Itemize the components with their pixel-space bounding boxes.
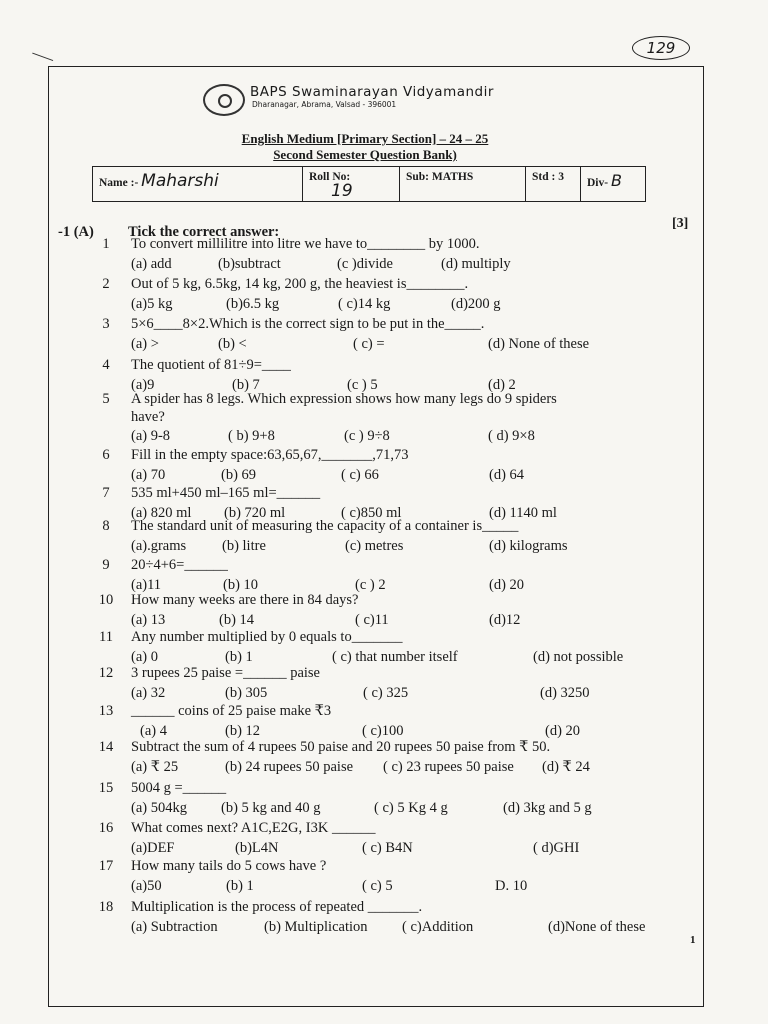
answer-option[interactable]: (d) ₹ 24: [542, 759, 590, 775]
handwritten-page-number: 129: [632, 36, 690, 60]
answer-option[interactable]: ( c) =: [353, 336, 385, 352]
answer-option[interactable]: (b)6.5 kg: [226, 296, 280, 312]
answer-option[interactable]: (b) 14: [219, 612, 255, 628]
answer-option[interactable]: ( c) 23 rupees 50 paise: [383, 759, 514, 775]
answer-option[interactable]: (a) 9-8: [131, 428, 171, 444]
answer-option[interactable]: ( c)Addition: [402, 919, 474, 935]
question-text: To convert millilitre into litre we have to________ by 1000.: [131, 236, 480, 252]
question-number: 14: [98, 739, 114, 755]
answer-option[interactable]: ( c) 5: [362, 878, 393, 894]
answer-option[interactable]: (a)11: [131, 577, 162, 593]
section-marks: [3]: [672, 216, 689, 231]
answer-option[interactable]: (a).grams: [131, 538, 187, 554]
question-text: Out of 5 kg, 6.5kg, 14 kg, 200 g, the heaviest is________.: [131, 276, 469, 292]
question-number: 15: [98, 780, 114, 796]
std-label: Std : 3: [532, 171, 564, 183]
answer-option[interactable]: (b)subtract: [218, 256, 281, 272]
question-text: 5004 g =______: [131, 780, 227, 796]
answer-option[interactable]: (b) 305: [225, 685, 268, 701]
question-number: 3: [102, 316, 110, 332]
question-number: 18: [98, 899, 114, 915]
question-text: The standard unit of measuring the capacity of a container is_____: [131, 518, 519, 534]
roll-cell: [303, 167, 400, 201]
answer-option[interactable]: D. 10: [495, 878, 528, 894]
question-text: Fill in the empty space:63,65,67,_______,71,73: [131, 447, 409, 463]
answer-option[interactable]: ( b) 9+8: [228, 428, 275, 444]
answer-option[interactable]: ( c) B4N: [362, 840, 413, 856]
question-text: 535 ml+450 ml–165 ml=______: [131, 485, 321, 501]
answer-option[interactable]: (d) 20: [545, 723, 581, 739]
header-line2: Second Semester Question Bank): [273, 147, 457, 162]
answer-option[interactable]: (d) 20: [489, 577, 525, 593]
answer-option[interactable]: ( c)14 kg: [338, 296, 391, 312]
top-rule: [48, 66, 704, 67]
answer-option[interactable]: (b) 10: [223, 577, 259, 593]
question-text: How many weeks are there in 84 days?: [131, 592, 359, 608]
question-text: Subtract the sum of 4 rupees 50 paise and 20 rupees 50 paise from ₹ 50.: [131, 739, 551, 755]
answer-option[interactable]: ( c) 5 Kg 4 g: [374, 800, 448, 816]
answer-option[interactable]: (c ) 9÷8: [344, 428, 390, 444]
roll-label: Roll No:: [309, 171, 351, 183]
answer-option[interactable]: (a)50: [131, 878, 162, 894]
question-text: How many tails do 5 cows have ?: [131, 858, 327, 874]
corner-mark: [29, 53, 53, 71]
div-value: B: [610, 171, 622, 190]
answer-option[interactable]: (d)200 g: [451, 296, 501, 312]
answer-option[interactable]: (a) 0: [131, 649, 158, 665]
answer-option[interactable]: (a)5 kg: [131, 296, 173, 312]
answer-option[interactable]: (d) 3kg and 5 g: [503, 800, 592, 816]
answer-option[interactable]: (a) 820 ml: [131, 505, 192, 521]
question-text: ______ coins of 25 paise make ₹3: [131, 703, 332, 719]
answer-option[interactable]: (d) 1140 ml: [489, 505, 557, 521]
answer-option[interactable]: (b) litre: [222, 538, 266, 554]
answer-option[interactable]: (a) add: [131, 256, 172, 272]
answer-option[interactable]: (a) 4: [140, 723, 167, 739]
answer-option[interactable]: (c )divide: [337, 256, 393, 272]
subject-label: Sub: MATHS: [406, 171, 474, 183]
question-number: 8: [102, 518, 110, 534]
question-text: A spider has 8 legs. Which expression shows how many legs do 9 spiders: [131, 391, 557, 407]
question-number: 9: [102, 557, 110, 573]
question-number: 11: [99, 629, 113, 645]
answer-option[interactable]: (b) 720 ml: [224, 505, 286, 521]
section-label: -1 (A): [58, 224, 94, 240]
school-name: BAPS Swaminarayan Vidyamandir: [250, 84, 494, 100]
answer-option[interactable]: (a) 32: [131, 685, 166, 701]
answer-option[interactable]: (d) kilograms: [489, 538, 568, 554]
question-text: Multiplication is the process of repeated _______.: [131, 899, 423, 915]
name-label: Name :-: [99, 177, 139, 189]
answer-option[interactable]: ( c)11: [355, 612, 389, 628]
answer-option[interactable]: ( d) 9×8: [488, 428, 535, 444]
answer-option[interactable]: (a)DEF: [131, 840, 175, 856]
student-info-table: [92, 166, 646, 202]
question-text: Any number multiplied by 0 equals to_______: [131, 629, 403, 645]
answer-option[interactable]: (c) metres: [345, 538, 404, 554]
answer-option[interactable]: (b)L4N: [235, 840, 279, 856]
question-number: 16: [98, 820, 114, 836]
question-number: 6: [102, 447, 110, 463]
div-label: Div-: [587, 177, 609, 189]
answer-option[interactable]: ( c) that number itself: [332, 649, 458, 665]
answer-option[interactable]: (d)None of these: [548, 919, 646, 935]
school-address: Dharanagar, Abrama, Valsad - 396001: [252, 100, 397, 109]
answer-option[interactable]: ( d)GHI: [533, 840, 580, 856]
question-number: 7: [102, 485, 110, 501]
question-text: What comes next? A1C,E2G, I3K ______: [131, 820, 376, 836]
question-text: 3 rupees 25 paise =______ paise: [131, 665, 320, 681]
answer-option[interactable]: (b) 1: [226, 878, 254, 894]
answer-option[interactable]: (d) 3250: [540, 685, 590, 701]
answer-option[interactable]: (c ) 5: [347, 377, 378, 393]
answer-option[interactable]: ( c)850 ml: [341, 505, 402, 521]
question-number: 13: [98, 703, 114, 719]
question-number: 5: [102, 391, 110, 407]
question-text: The quotient of 81÷9=____: [131, 357, 291, 373]
subject-cell: [400, 167, 526, 201]
answer-option[interactable]: ( c)100: [362, 723, 404, 739]
section-heading: Tick the correct answer:: [128, 224, 280, 240]
answer-option[interactable]: (d) 2: [488, 377, 516, 393]
answer-option[interactable]: (b) 7: [232, 377, 260, 393]
question-number: 4: [102, 357, 110, 373]
answer-option[interactable]: (d) not possible: [533, 649, 624, 665]
answer-option[interactable]: (b) 69: [221, 467, 257, 483]
footer-page-number: 1: [690, 934, 696, 946]
answer-option[interactable]: (a) 13: [131, 612, 166, 628]
question-number: 12: [98, 665, 114, 681]
question-text: 5×6____8×2.Which is the correct sign to be put in the_____.: [131, 316, 485, 332]
roll-value: 19: [331, 181, 353, 201]
name-cell: [93, 167, 303, 201]
question-text-cont: have?: [131, 409, 165, 425]
answer-option[interactable]: ( c) 325: [363, 685, 409, 701]
answer-option[interactable]: ( c) 66: [341, 467, 379, 483]
question-number: 1: [102, 236, 110, 252]
name-value: Maharshi: [141, 171, 219, 191]
answer-option[interactable]: (a) Subtraction: [131, 919, 218, 935]
answer-option[interactable]: (d) 64: [489, 467, 525, 483]
div-cell: [581, 167, 642, 201]
answer-option[interactable]: (a) 504kg: [131, 800, 187, 816]
answer-option[interactable]: (b) 5 kg and 40 g: [221, 800, 321, 816]
answer-option[interactable]: (d) multiply: [441, 256, 511, 272]
answer-option[interactable]: (b) <: [218, 336, 247, 352]
question-number: 2: [102, 276, 110, 292]
question-number: 10: [98, 592, 114, 608]
answer-option[interactable]: (b) 24 rupees 50 paise: [225, 759, 354, 775]
answer-option[interactable]: (d)12: [489, 612, 521, 628]
answer-option[interactable]: (d) None of these: [488, 336, 590, 352]
answer-option[interactable]: (b) 1: [225, 649, 253, 665]
answer-option[interactable]: (b) 12: [225, 723, 261, 739]
question-number: 17: [98, 858, 114, 874]
answer-option[interactable]: (b) Multiplication: [264, 919, 368, 935]
header-line1: English Medium [Primary Section] – 24 – 25: [241, 131, 489, 146]
question-text: 20÷4+6=______: [131, 557, 228, 573]
std-cell: [526, 167, 581, 201]
answer-option[interactable]: (a) ₹ 25: [131, 759, 179, 775]
answer-option[interactable]: (a) >: [131, 336, 159, 352]
answer-option[interactable]: (a)9: [131, 377, 155, 393]
school-logo-icon: [203, 84, 245, 116]
answer-option[interactable]: (c ) 2: [355, 577, 386, 593]
answer-option[interactable]: (a) 70: [131, 467, 166, 483]
